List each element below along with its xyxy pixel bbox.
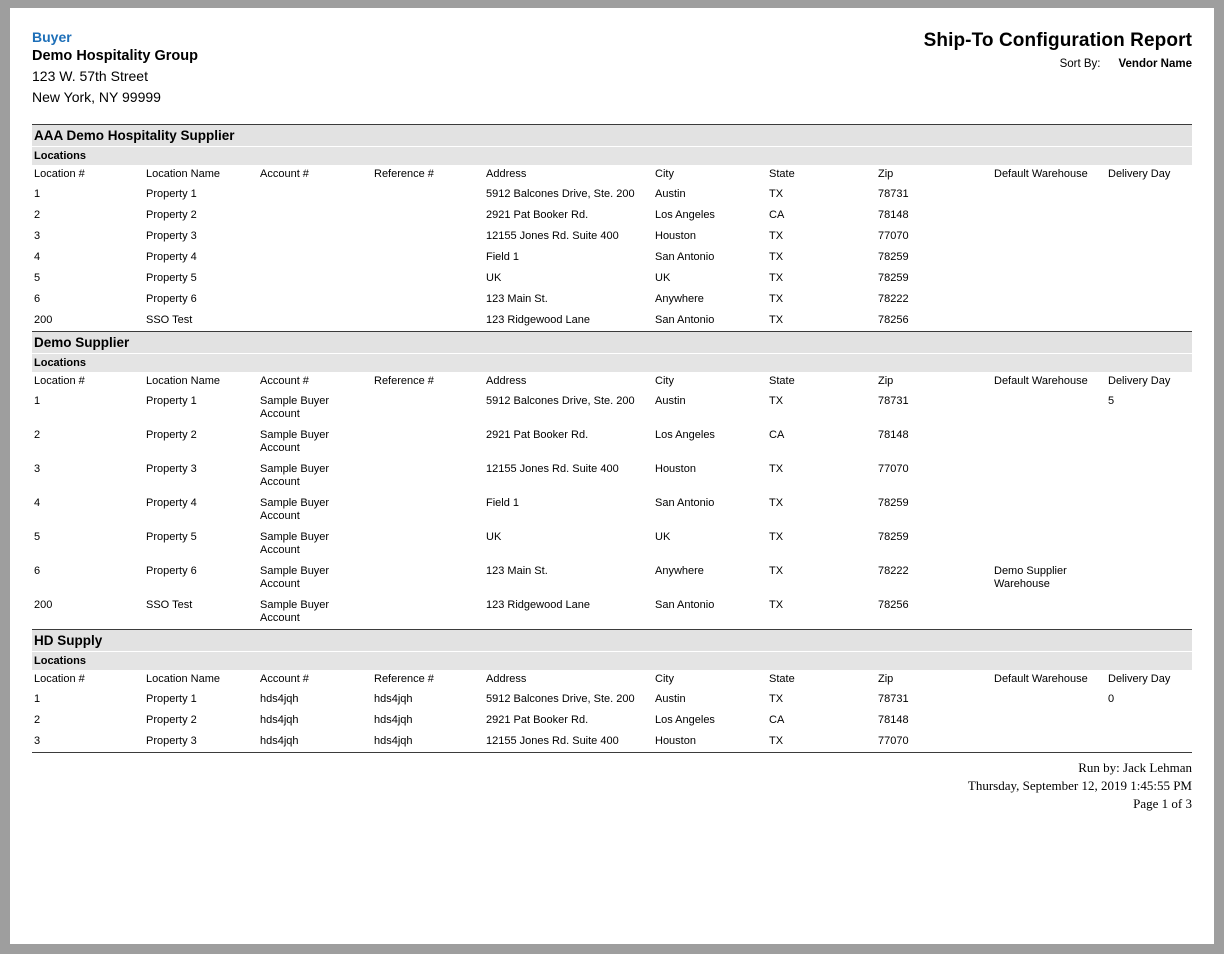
- table-cell: [992, 459, 1106, 493]
- table-cell: 78256: [878, 314, 909, 326]
- table-cell: [1106, 247, 1210, 268]
- table-cell: Demo Supplier Warehouse: [994, 565, 1067, 590]
- table-cell: San Antonio: [655, 497, 715, 509]
- footer-page-number: Page 1 of 3: [1133, 796, 1192, 811]
- column-header: Account #: [258, 372, 372, 391]
- table-cell: 2: [34, 209, 41, 221]
- supplier-group-title: HD Supply: [32, 629, 1192, 651]
- table-cell: 2921 Pat Booker Rd.: [486, 714, 589, 726]
- table-cell: 1: [34, 188, 41, 200]
- table-cell: [258, 226, 372, 247]
- table-cell: TX: [769, 735, 784, 747]
- table-cell: Property 5: [146, 531, 197, 543]
- table-cell: 77070: [878, 230, 909, 242]
- table-cell: Field 1: [486, 251, 520, 263]
- table-cell: [258, 205, 372, 226]
- table-cell: [1106, 493, 1210, 527]
- table-row: [32, 247, 1210, 268]
- table-cell: 78731: [878, 693, 909, 705]
- table-row: [32, 527, 1210, 561]
- table-cell: [372, 247, 484, 268]
- table-cell: [372, 493, 484, 527]
- table-cell: UK: [655, 531, 671, 543]
- table-cell: [372, 205, 484, 226]
- column-header: Account #: [258, 165, 372, 184]
- table-cell: 2: [34, 714, 41, 726]
- table-cell: 5: [34, 531, 41, 543]
- table-cell: Property 3: [146, 463, 197, 475]
- supplier-group: [32, 124, 1192, 331]
- table-cell: hds4jqh: [260, 693, 299, 705]
- table-cell: 78148: [878, 714, 909, 726]
- table-cell: 5912 Balcones Drive, Ste. 200: [486, 395, 635, 407]
- table-cell: [992, 527, 1106, 561]
- table-cell: UK: [486, 272, 502, 284]
- table-row: [32, 310, 1210, 331]
- table-cell: [992, 268, 1106, 289]
- table-cell: TX: [769, 565, 784, 577]
- column-header: Location Name: [144, 165, 258, 184]
- table-cell: Houston: [655, 230, 696, 242]
- table-cell: [992, 493, 1106, 527]
- table-cell: Los Angeles: [655, 714, 715, 726]
- column-header: Location #: [32, 165, 144, 184]
- table-cell: [992, 247, 1106, 268]
- table-cell: 1: [34, 395, 41, 407]
- table-cell: 78256: [878, 599, 909, 611]
- table-cell: 200: [34, 599, 53, 611]
- column-header: Delivery Day: [1106, 372, 1210, 391]
- table-cell: CA: [769, 714, 785, 726]
- table-cell: [1106, 710, 1210, 731]
- table-cell: 77070: [878, 735, 909, 747]
- table-row: [32, 391, 1210, 425]
- supplier-group: [32, 331, 1192, 629]
- report-sheet: [10, 8, 1214, 944]
- table-cell: [258, 268, 372, 289]
- table-cell: Houston: [655, 463, 696, 475]
- table-cell: 3: [34, 230, 41, 242]
- table-cell: Los Angeles: [655, 429, 715, 441]
- locations-table: [32, 165, 1210, 331]
- supplier-group-title: AAA Demo Hospitality Supplier: [32, 124, 1192, 146]
- table-cell: [372, 268, 484, 289]
- table-cell: hds4jqh: [374, 693, 413, 705]
- footer-run-by: Run by: Jack Lehman: [1078, 760, 1192, 775]
- table-cell: Property 4: [146, 497, 197, 509]
- column-header: City: [653, 372, 767, 391]
- table-cell: [258, 247, 372, 268]
- table-cell: [992, 731, 1106, 752]
- table-cell: [1106, 425, 1210, 459]
- table-cell: [1106, 527, 1210, 561]
- table-header-row: [32, 165, 1210, 184]
- report-footer: [32, 759, 1192, 813]
- table-cell: 3: [34, 735, 41, 747]
- table-cell: hds4jqh: [260, 735, 299, 747]
- table-row: [32, 561, 1210, 595]
- table-cell: [1106, 310, 1210, 331]
- table-cell: Sample Buyer Account: [260, 395, 330, 420]
- table-cell: hds4jqh: [374, 714, 413, 726]
- column-header: Zip: [876, 372, 992, 391]
- table-cell: [992, 425, 1106, 459]
- table-cell: TX: [769, 188, 784, 200]
- table-cell: TX: [769, 531, 784, 543]
- table-cell: [258, 289, 372, 310]
- table-cell: [992, 710, 1106, 731]
- footer-timestamp: Thursday, September 12, 2019 1:45:55 PM: [967, 778, 1192, 793]
- table-cell: TX: [769, 693, 784, 705]
- table-cell: [1106, 268, 1210, 289]
- table-cell: TX: [769, 293, 784, 305]
- table-cell: [258, 184, 372, 205]
- table-cell: SSO Test: [146, 599, 193, 611]
- table-cell: TX: [769, 497, 784, 509]
- table-cell: [372, 561, 484, 595]
- table-cell: Property 2: [146, 209, 197, 221]
- table-cell: Property 3: [146, 735, 197, 747]
- table-cell: [372, 226, 484, 247]
- table-cell: [992, 595, 1106, 629]
- table-cell: [1106, 731, 1210, 752]
- table-cell: Los Angeles: [655, 209, 715, 221]
- table-row: [32, 710, 1210, 731]
- table-cell: 5: [1108, 395, 1115, 407]
- footer-divider: [32, 752, 1192, 753]
- table-cell: [1106, 226, 1210, 247]
- table-cell: 77070: [878, 463, 909, 475]
- table-cell: San Antonio: [655, 599, 715, 611]
- table-header-row: [32, 372, 1210, 391]
- table-cell: 5912 Balcones Drive, Ste. 200: [486, 188, 635, 200]
- table-row: [32, 459, 1210, 493]
- locations-section-label: Locations: [32, 353, 1192, 372]
- sort-by-label: Sort By:: [1059, 58, 1101, 70]
- locations-table: [32, 372, 1210, 629]
- table-cell: 200: [34, 314, 53, 326]
- table-cell: 78731: [878, 395, 909, 407]
- table-cell: 3: [34, 463, 41, 475]
- table-cell: Austin: [655, 693, 686, 705]
- table-cell: Sample Buyer Account: [260, 497, 330, 522]
- table-row: [32, 226, 1210, 247]
- table-cell: [372, 289, 484, 310]
- table-row: [32, 205, 1210, 226]
- table-cell: 123 Main St.: [486, 565, 548, 577]
- table-row: [32, 731, 1210, 752]
- table-cell: [372, 184, 484, 205]
- table-cell: [992, 310, 1106, 331]
- locations-section-label: Locations: [32, 651, 1192, 670]
- table-cell: San Antonio: [655, 314, 715, 326]
- locations-section-label: Locations: [32, 146, 1192, 165]
- table-cell: [1106, 184, 1210, 205]
- table-cell: 4: [34, 251, 41, 263]
- column-header: Address: [484, 372, 653, 391]
- column-header: Delivery Day: [1106, 165, 1210, 184]
- table-cell: 2921 Pat Booker Rd.: [486, 429, 589, 441]
- table-cell: TX: [769, 599, 784, 611]
- table-row: [32, 425, 1210, 459]
- table-cell: [372, 425, 484, 459]
- table-cell: Property 3: [146, 230, 197, 242]
- sort-by-value: Vendor Name: [1118, 58, 1192, 70]
- table-cell: Anywhere: [655, 565, 704, 577]
- table-cell: [1106, 205, 1210, 226]
- table-cell: [372, 527, 484, 561]
- table-cell: Property 6: [146, 293, 197, 305]
- locations-table: [32, 670, 1210, 752]
- table-cell: Property 4: [146, 251, 197, 263]
- column-header: Account #: [258, 670, 372, 689]
- table-cell: 123 Ridgewood Lane: [486, 599, 590, 611]
- table-cell: 12155 Jones Rd. Suite 400: [486, 735, 619, 747]
- table-cell: Property 1: [146, 395, 197, 407]
- table-cell: 78148: [878, 429, 909, 441]
- buyer-name: Demo Hospitality Group: [32, 48, 198, 64]
- table-cell: 123 Main St.: [486, 293, 548, 305]
- column-header: Reference #: [372, 372, 484, 391]
- buyer-address-line-2: New York, NY 99999: [32, 89, 161, 105]
- table-cell: [992, 289, 1106, 310]
- table-row: [32, 493, 1210, 527]
- table-cell: Property 2: [146, 429, 197, 441]
- table-cell: 2921 Pat Booker Rd.: [486, 209, 589, 221]
- table-cell: [992, 689, 1106, 710]
- table-cell: [258, 310, 372, 331]
- table-cell: 78259: [878, 272, 909, 284]
- table-cell: Sample Buyer Account: [260, 565, 330, 590]
- table-cell: San Antonio: [655, 251, 715, 263]
- table-row: [32, 268, 1210, 289]
- table-cell: 0: [1108, 693, 1115, 705]
- table-cell: Anywhere: [655, 293, 704, 305]
- column-header: Address: [484, 165, 653, 184]
- table-cell: [992, 205, 1106, 226]
- table-cell: TX: [769, 272, 784, 284]
- table-cell: 78259: [878, 251, 909, 263]
- table-row: [32, 595, 1210, 629]
- table-row: [32, 689, 1210, 710]
- column-header: Zip: [876, 670, 992, 689]
- table-cell: Austin: [655, 395, 686, 407]
- column-header: Location Name: [144, 372, 258, 391]
- table-cell: TX: [769, 251, 784, 263]
- table-cell: TX: [769, 395, 784, 407]
- table-cell: Austin: [655, 188, 686, 200]
- table-cell: 5912 Balcones Drive, Ste. 200: [486, 693, 635, 705]
- table-cell: Sample Buyer Account: [260, 599, 330, 624]
- table-cell: [1106, 561, 1210, 595]
- column-header: Location Name: [144, 670, 258, 689]
- table-cell: 2: [34, 429, 41, 441]
- report-header: [32, 28, 1192, 124]
- table-cell: Property 1: [146, 693, 197, 705]
- column-header: Location #: [32, 372, 144, 391]
- table-cell: [1106, 289, 1210, 310]
- buyer-label: Buyer: [32, 29, 72, 45]
- column-header: State: [767, 670, 876, 689]
- table-cell: 6: [34, 565, 41, 577]
- column-header: Default Warehouse: [992, 670, 1106, 689]
- column-header: Location #: [32, 670, 144, 689]
- table-cell: 78148: [878, 209, 909, 221]
- table-cell: 78259: [878, 497, 909, 509]
- column-header: Delivery Day: [1106, 670, 1210, 689]
- column-header: Reference #: [372, 165, 484, 184]
- table-cell: 78222: [878, 293, 909, 305]
- table-cell: UK: [486, 531, 502, 543]
- column-header: City: [653, 670, 767, 689]
- table-cell: Sample Buyer Account: [260, 429, 330, 454]
- table-cell: CA: [769, 209, 785, 221]
- sort-by: [1060, 58, 1192, 70]
- table-cell: TX: [769, 314, 784, 326]
- table-cell: [372, 595, 484, 629]
- table-cell: 123 Ridgewood Lane: [486, 314, 590, 326]
- table-cell: 6: [34, 293, 41, 305]
- table-cell: 5: [34, 272, 41, 284]
- table-cell: Property 6: [146, 565, 197, 577]
- table-cell: [992, 184, 1106, 205]
- table-cell: 78222: [878, 565, 909, 577]
- table-cell: [1106, 459, 1210, 493]
- table-cell: 78731: [878, 188, 909, 200]
- table-cell: Field 1: [486, 497, 520, 509]
- table-cell: hds4jqh: [374, 735, 413, 747]
- report-groups: [32, 124, 1192, 752]
- table-cell: 12155 Jones Rd. Suite 400: [486, 230, 619, 242]
- table-cell: Houston: [655, 735, 696, 747]
- table-cell: TX: [769, 463, 784, 475]
- table-cell: [372, 391, 484, 425]
- table-row: [32, 184, 1210, 205]
- table-cell: [992, 391, 1106, 425]
- column-header: Default Warehouse: [992, 372, 1106, 391]
- table-cell: SSO Test: [146, 314, 193, 326]
- table-cell: Sample Buyer Account: [260, 463, 330, 488]
- table-cell: Property 1: [146, 188, 197, 200]
- column-header: State: [767, 372, 876, 391]
- table-cell: UK: [655, 272, 671, 284]
- page-title: Ship-To Configuration Report: [923, 30, 1192, 51]
- table-cell: [992, 226, 1106, 247]
- table-row: [32, 289, 1210, 310]
- column-header: State: [767, 165, 876, 184]
- column-header: City: [653, 165, 767, 184]
- table-header-row: [32, 670, 1210, 689]
- table-cell: hds4jqh: [260, 714, 299, 726]
- table-cell: 1: [34, 693, 41, 705]
- table-cell: Property 5: [146, 272, 197, 284]
- table-cell: Property 2: [146, 714, 197, 726]
- table-cell: CA: [769, 429, 785, 441]
- table-cell: 78259: [878, 531, 909, 543]
- column-header: Default Warehouse: [992, 165, 1106, 184]
- supplier-group: [32, 629, 1192, 752]
- table-cell: 12155 Jones Rd. Suite 400: [486, 463, 619, 475]
- column-header: Reference #: [372, 670, 484, 689]
- table-cell: Sample Buyer Account: [260, 531, 330, 556]
- table-cell: [1106, 595, 1210, 629]
- supplier-group-title: Demo Supplier: [32, 331, 1192, 353]
- column-header: Address: [484, 670, 653, 689]
- table-cell: 4: [34, 497, 41, 509]
- table-cell: [372, 459, 484, 493]
- column-header: Zip: [876, 165, 992, 184]
- table-cell: [372, 310, 484, 331]
- table-cell: TX: [769, 230, 784, 242]
- buyer-address-line-1: 123 W. 57th Street: [32, 68, 148, 84]
